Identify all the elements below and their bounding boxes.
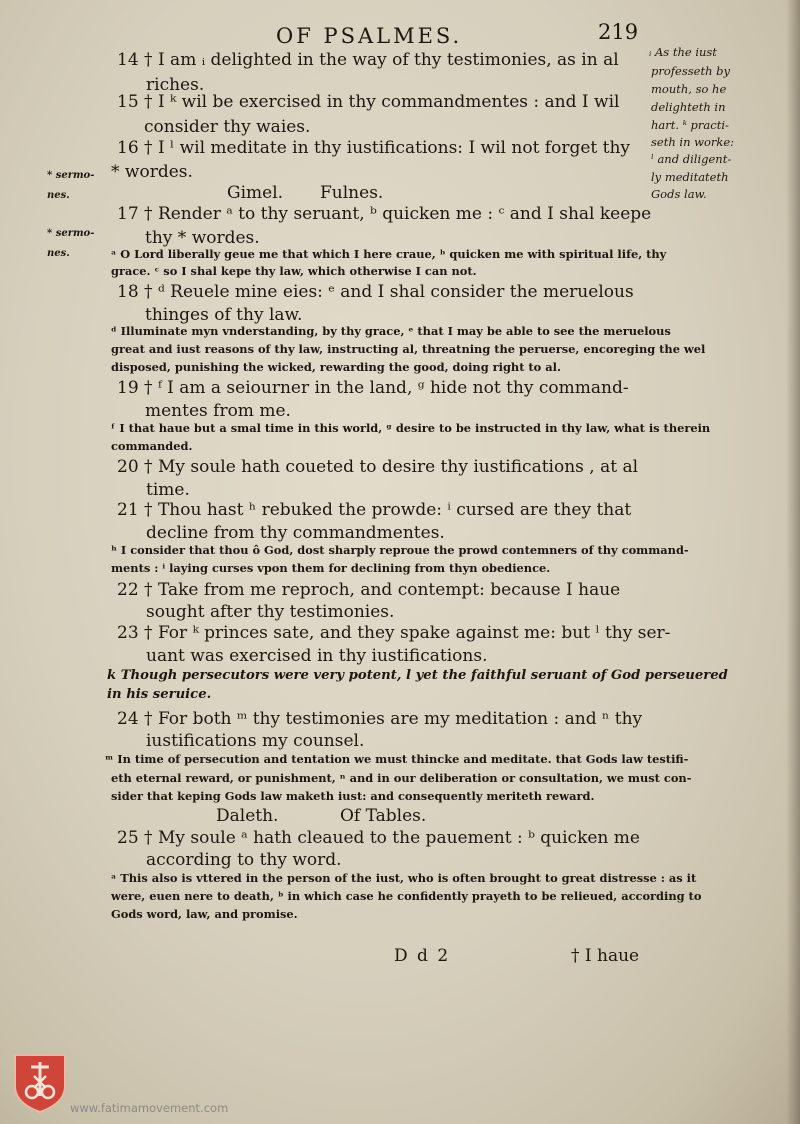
note-line: disposed, punishing the wicked, rewarding the good, doing right to al. [111,360,561,374]
verse-line: uant was exercised in thy iustifications. [146,646,488,666]
note-line: ᵐ In time of persecution and tentation we must thincke and meditate. that Gods law testifi- [105,752,689,766]
verse-line: thinges of thy law. [145,305,303,325]
margin-mark: * sermo- [47,228,95,239]
note-line: Gods word, law, and promise. [111,907,298,921]
note-line: ʰ I consider that thou ô God, dost sharply reproue the prowd contemners of thy command- [111,543,689,557]
verse-line: 17 † Render ᵃ to thy seruant, ᵇ quicken me : ᶜ and I shal keepe [117,204,652,224]
side-note-line: hart. ᵏ practi- [651,118,729,132]
watermark-url[interactable]: www.fatimamovement.com [70,1101,229,1115]
note-line: k Though persecutors were very potent, l yet the faithful seruant of God perseuered [107,668,728,683]
verse-line: time. [146,480,190,500]
margin-mark: nes. [47,248,70,259]
verse-line: 15 † I ᵏ wil be exercised in thy commandmentes : and I wil [117,92,620,112]
verse-line: riches. [146,75,205,95]
running-header: OF PSALMES. [276,24,463,48]
note-line: ments : ⁱ laying curses vpon them for declining from thyn obedience. [111,561,551,575]
verse-line: * wordes. [111,162,193,182]
side-note-line: professeth by [651,64,730,78]
note-line: ᵃ This also is vttered in the person of the iust, who is often brought to great distresse : as it [111,871,697,885]
verse-line: 20 † My soule hath coueted to desire thy iustifications , at al [117,457,639,477]
verse-line: iustifications my counsel. [146,731,365,751]
verse-line: according to thy word. [146,850,342,870]
side-note-line: ly meditateth [651,170,729,184]
section-heading-meaning: Of Tables. [340,806,427,826]
verse-line: 18 † ᵈ Reuele mine eies: ᵉ and I shal consider the meruelous [117,282,634,302]
section-heading-hebrew: Daleth. [216,806,279,826]
note-line: eth eternal reward, or punishment, ⁿ and in our deliberation or consultation, we must con- [111,771,692,785]
side-note-line: ᵢ As the iust [649,45,717,59]
verse-line: 22 † Take from me reproch, and contempt: because I haue [117,580,621,600]
catchword: † I haue [571,946,640,966]
note-line: were, euen nere to death, ᵇ in which case he confidently prayeth to be relieued, according to [111,889,702,903]
page-number: 219 [598,20,639,44]
side-note-line: seth in worke: [651,135,735,149]
margin-mark: * sermo- [47,170,95,181]
side-note-line: mouth, so he [651,82,727,96]
verse-line: 16 † I ˡ wil meditate in thy iustifications: I wil not forget thy [117,138,631,158]
note-line: in his seruice. [107,687,212,702]
verse-line: mentes from me. [145,401,291,421]
verse-line: 19 † ᶠ I am a seiourner in the land, ᵍ hide not thy command- [117,378,629,398]
signature-mark: D d 2 [394,946,451,966]
verse-line: decline from thy commandmentes. [146,523,445,543]
verse-line: sought after thy testimonies. [146,602,395,622]
side-note-line: Gods law. [651,187,707,201]
note-line: sider that keping Gods law maketh iust: and consequently meriteth reward. [111,789,595,803]
note-line: ᵃ O Lord liberally geue me that which I here craue, ᵇ quicken me with spiritual life, thy [111,247,667,261]
verse-line: 25 † My soule ᵃ hath cleaued to the pauement : ᵇ quicken me [117,828,640,848]
note-line: grace. ᶜ so I shal kepe thy law, which otherwise I can not. [111,264,477,278]
note-line: commanded. [111,439,193,453]
verse-line: 21 † Thou hast ʰ rebuked the prowde: ⁱ cursed are they that [117,500,632,520]
verse-line: 23 † For ᵏ princes sate, and they spake against me: but ˡ thy ser- [117,623,671,643]
verse-line: 24 † For both ᵐ thy testimonies are my meditation : and ⁿ thy [117,709,643,729]
side-note-line: ˡ and diligent- [651,152,732,166]
note-line: ᵈ Illuminate myn vnderstanding, by thy grace, ᵉ that I may be able to see the meruelous [111,324,671,338]
verse-line: consider thy waies. [144,117,311,137]
verse-line: thy * wordes. [145,228,260,248]
side-note-line: delighteth in [651,100,726,114]
section-heading-meaning: Fulnes. [320,183,384,203]
shield-logo-icon [12,1052,68,1114]
verse-line: 14 † I am ᵢ delighted in the way of thy testimonies, as in al [117,50,619,70]
note-line: ᶠ I that haue but a smal time in this world, ᵍ desire to be instructed in thy law, what is therein [111,421,711,435]
section-heading-hebrew: Gimel. [227,183,284,203]
note-line: great and iust reasons of thy law, instructing al, threatning the peruerse, encoreging the wel [111,342,706,356]
margin-mark: nes. [47,190,70,201]
